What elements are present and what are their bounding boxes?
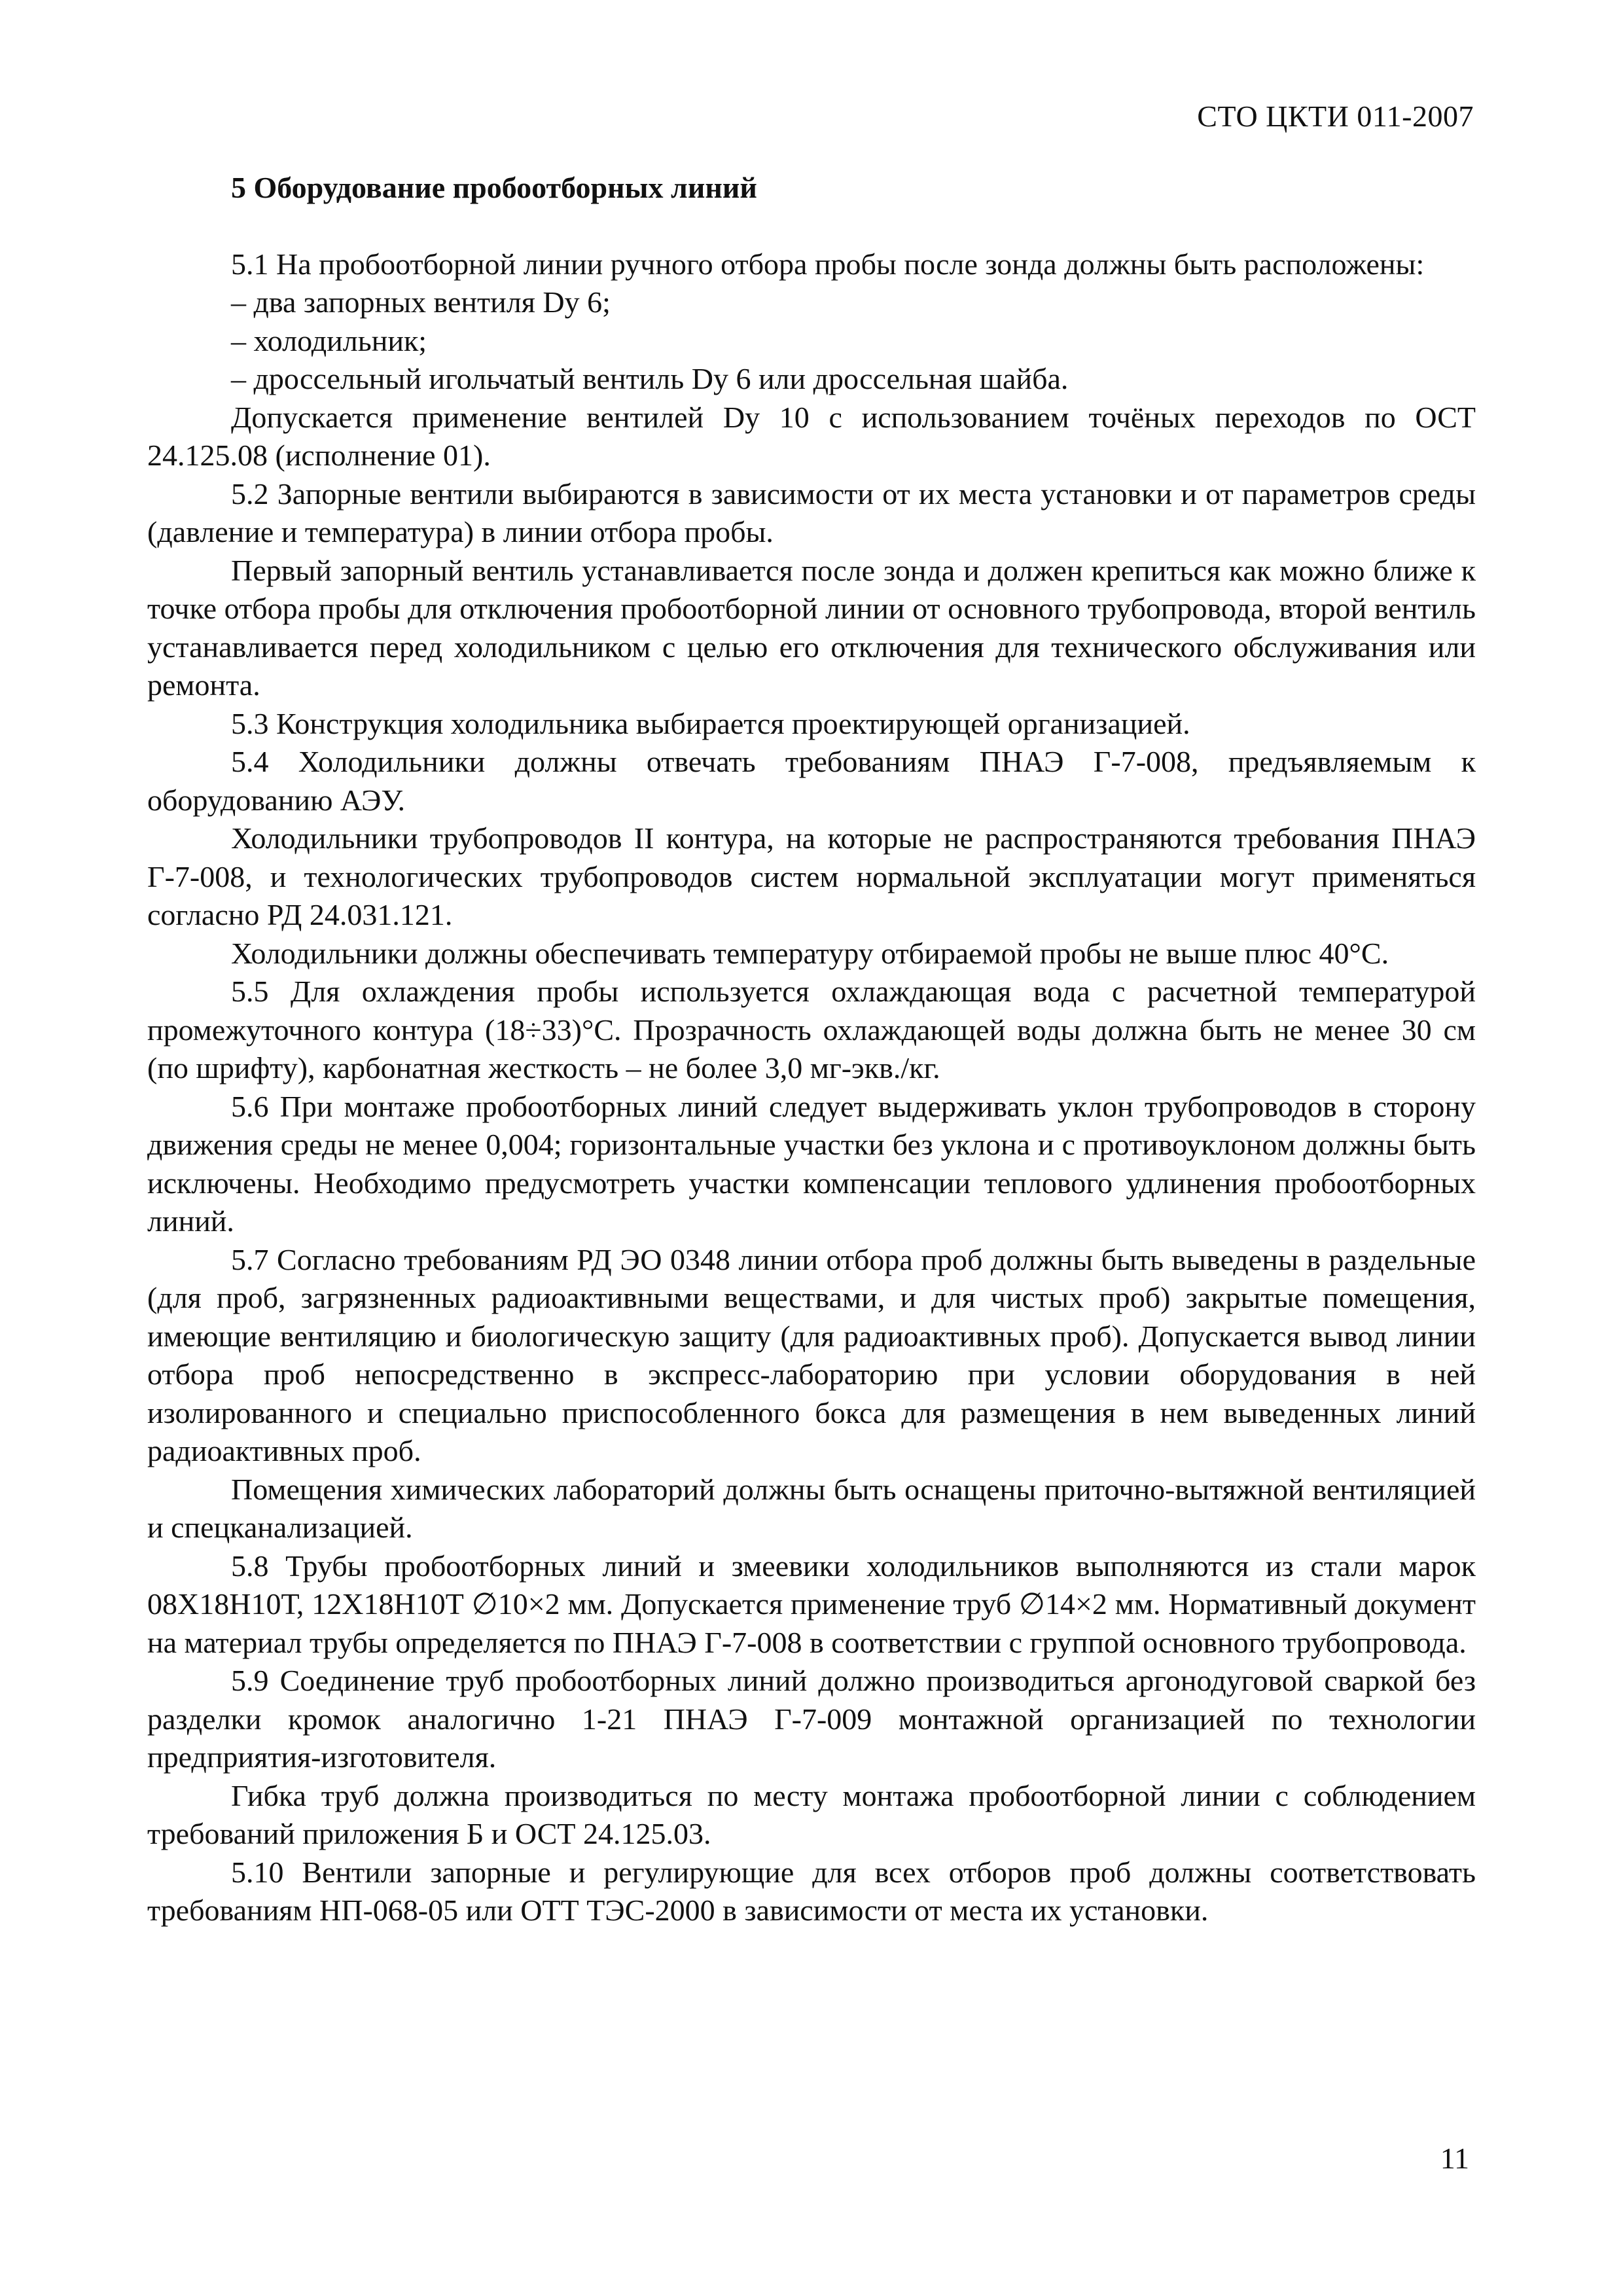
page-number: 11 [1440, 2142, 1469, 2175]
paragraph-5-10: 5.10 Вентили запорные и регулирующие для всех отборов проб должны соответствовать требованиям НП-068-05 или ОТТ ТЭС-2000 в зависимости от места их установки. [147, 1855, 1476, 1927]
paragraph-5-3: 5.3 Конструкция холодильника выбирается проектирующей организацией. [231, 706, 1190, 740]
paragraph: Допускается применение вентилей Dy 10 с использованием точёных переходов по ОСТ 24.125.08 (исполнение 01). [147, 400, 1476, 472]
paragraph: Первый запорный вентиль устанавливается после зонда и должен крепиться как можно ближе к точке отбора пробы для отключения пробоотборной линии от основного трубопровода, второй вентиль устанавливается перед холодильником с целью его отключения для технического обслуживания или ремонта. [147, 553, 1476, 702]
paragraph-5-6: 5.6 При монтаже пробоотборных линий следует выдерживать уклон трубопроводов в сторону движения среды не менее 0,004; горизонтальные участки без уклона и с противоуклоном должны быть исключены. Необходимо предусмотреть участки компенсации теплового удлинения пробоотборных линий. [147, 1089, 1476, 1238]
paragraph-5-7: 5.7 Согласно требованиям РД ЭО 0348 линии отбора проб должны быть выведены в раздельные (для проб, загрязненных радиоактивными веществами, и для чистых проб) закрытые помещения, имеющие вентиляцию и биологическую защиту (для радиоактивных проб). Допускается вывод линии отбора проб непосредственно в экспресс-лабораторию при условии оборудования в ней изолированного и специально приспособленного бокса для размещения в нем выведенных линий радиоактивных проб. [147, 1242, 1476, 1467]
paragraph-5-9: 5.9 Соединение труб пробоотборных линий должно производиться аргонодуговой сваркой без разделки кромок аналогично 1-21 ПНАЭ Г-7-009 монтажной организацией по технологии предприятия-изготовителя. [147, 1664, 1476, 1774]
paragraph: Гибка труб должна производиться по месту монтажа пробоотборной линии с соблюдением требований приложения Б и ОСТ 24.125.03. [147, 1778, 1476, 1850]
paragraph: Холодильники трубопроводов II контура, на которые не распространяются требования ПНАЭ Г-7-008, и технологических трубопроводов систем нормальной эксплуатации могут применяться согласно РД 24.031.121. [147, 821, 1476, 931]
paragraph-5-8: 5.8 Трубы пробоотборных линий и змеевики холодильников выполняются из стали марок 08Х18Н10Т, 12Х18Н10Т ∅10×2 мм. Допускается применение труб ∅14×2 мм. Нормативный документ на материал трубы определяется по ПНАЭ Г-7-008 в соответствии с группой основного трубопровода. [147, 1549, 1476, 1659]
section-title: 5 Оборудование пробоотборных линий [231, 171, 757, 204]
page-content [147, 169, 1476, 1930]
paragraph: Холодильники должны обеспечивать температуру отбираемой пробы не выше плюс 40°С. [231, 936, 1389, 970]
document-code-header: СТО ЦКТИ 011-2007 [1197, 99, 1474, 133]
list-item: – дроссельный игольчатый вентиль Dy 6 или дроссельная шайба. [231, 362, 1069, 395]
paragraph-5-5: 5.5 Для охлаждения пробы используется охлаждающая вода с расчетной температурой промежуточного контура (18÷33)°С. Прозрачность охлаждающей воды должна быть не менее 30 см (по шрифту), карбонатная жесткость – не более 3,0 мг-экв./кг. [147, 975, 1476, 1085]
paragraph: Помещения химических лабораторий должны быть оснащены приточно-вытяжной вентиляцией и спецканализацией. [147, 1472, 1476, 1544]
paragraph-5-4: 5.4 Холодильники должны отвечать требованиям ПНАЭ Г-7-008, предъявляемым к оборудованию АЭУ. [147, 745, 1476, 817]
list-item: – два запорных вентиля Dy 6; [231, 285, 611, 319]
paragraph-5-1: 5.1 На пробоотборной линии ручного отбора пробы после зонда должны быть расположены: [231, 247, 1425, 281]
list-item: – холодильник; [231, 323, 427, 357]
paragraph-5-2: 5.2 Запорные вентили выбираются в зависимости от их места установки и от параметров среды (давление и температура) в линии отбора пробы. [147, 476, 1476, 548]
